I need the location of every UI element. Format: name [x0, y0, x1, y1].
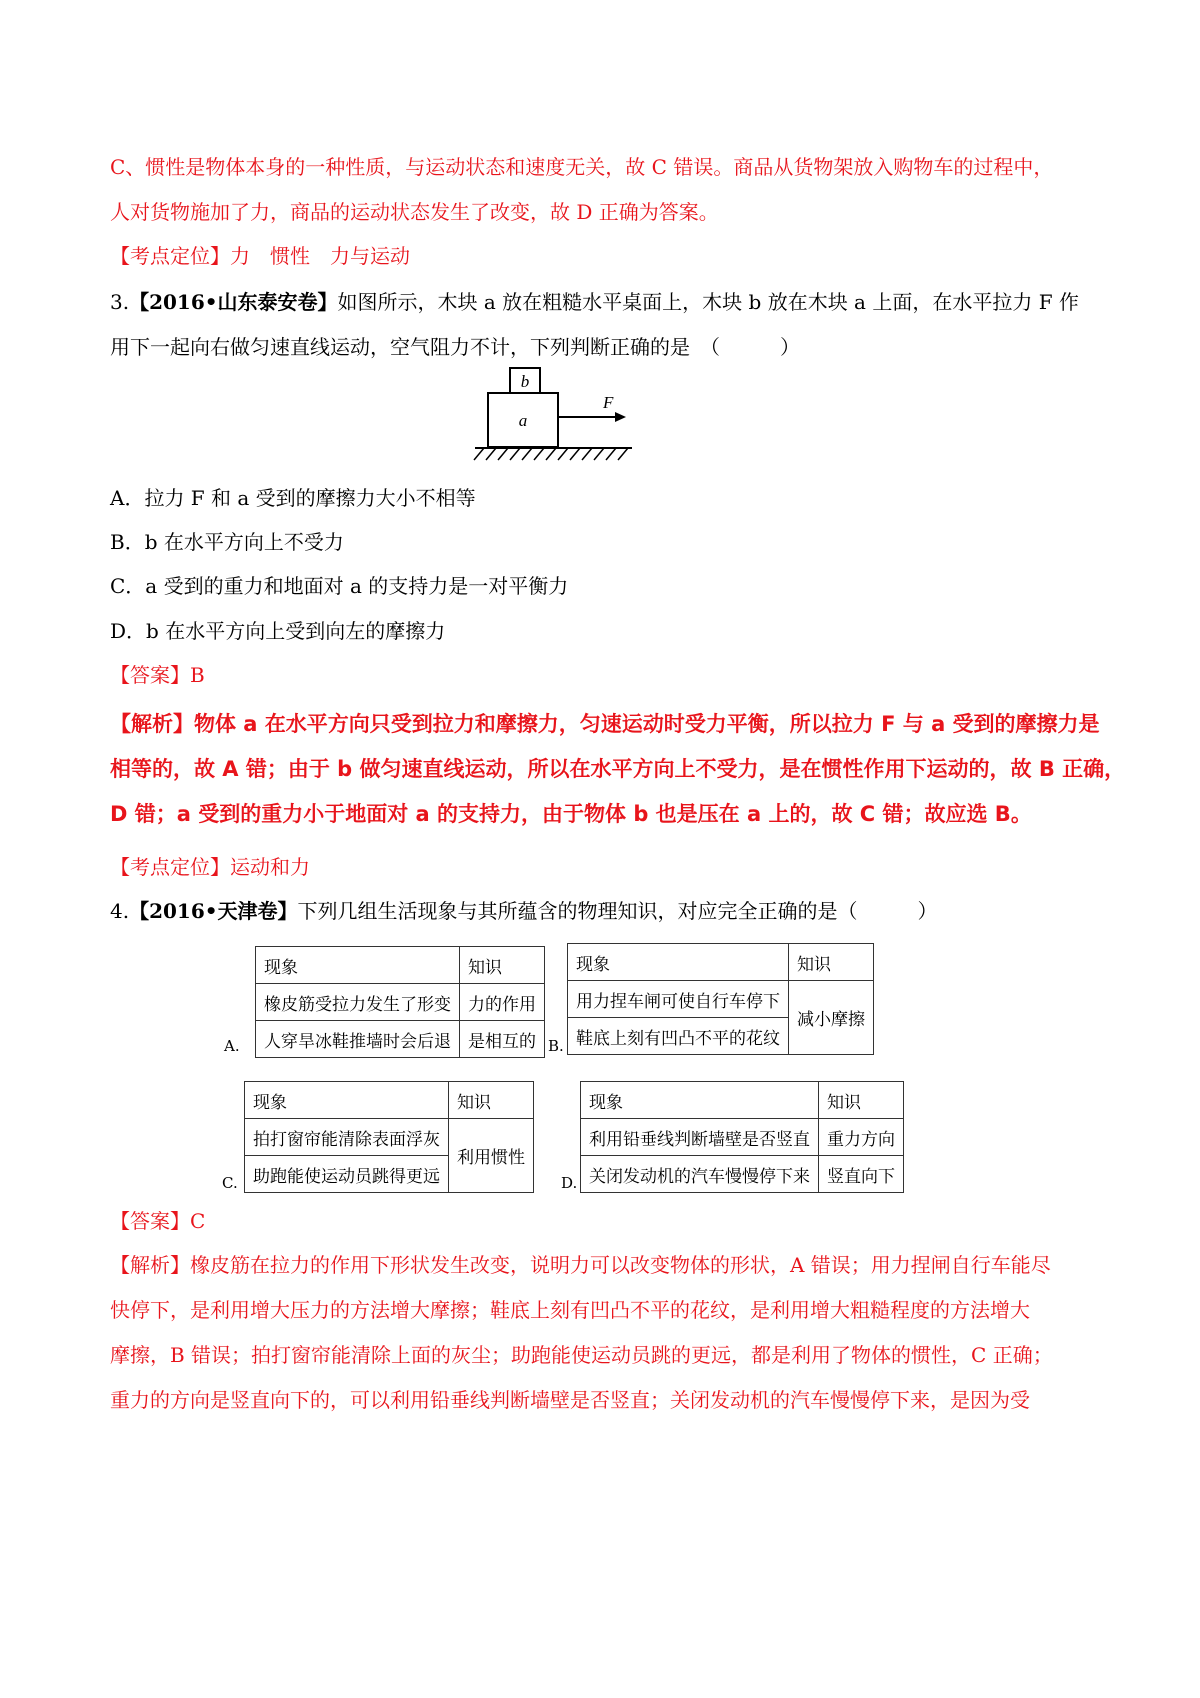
q4-table-d-label: D.: [561, 1174, 578, 1192]
q4-table-b: [567, 943, 874, 1055]
q4-analysis-line4: 重力的方向是竖直向下的，可以利用铅垂线判断墙壁是否竖直；关闭发动机的汽车慢慢停下来，是因为受: [110, 1388, 1030, 1412]
q3-stem-text: 如图所示，木块 a 放在粗糙水平桌面上，木块 b 放在木块 a 上面，在水平拉力 F 作: [337, 290, 1079, 314]
q4-answer: 【答案】C: [110, 1209, 206, 1233]
q4-table-c: [244, 1081, 534, 1193]
table-c-row1: 拍打窗帘能清除表面浮灰: [245, 1119, 449, 1156]
table-d-knowledge2: 竖直向下: [819, 1156, 904, 1193]
q2-analysis-line2: 人对货物施加了力，商品的运动状态发生了改变，故 D 正确为答案。: [110, 200, 719, 224]
q4-table-a-label: A.: [224, 1037, 240, 1055]
table-d-header-phenomenon: 现象: [581, 1082, 819, 1119]
q3-option-a: A．拉力 F 和 a 受到的摩擦力大小不相等: [110, 486, 476, 510]
q4-table-d: [580, 1081, 904, 1193]
table-a-header-knowledge: 知识: [460, 947, 545, 984]
q3-number: 3.: [110, 290, 130, 314]
q3-option-c: C．a 受到的重力和地面对 a 的支持力是一对平衡力: [110, 574, 569, 598]
table-c-row2: 助跑能使运动员跳得更远: [245, 1156, 449, 1193]
q4-table-b-label: B.: [548, 1037, 564, 1055]
block-a-label: a: [518, 411, 528, 430]
table-d-row2: 关闭发动机的汽车慢慢停下来: [581, 1156, 819, 1193]
q3-analysis-line2: 相等的，故 A 错；由于 b 做匀速直线运动，所以在水平方向上不受力，是在惯性作用下运动的，故 B 正确，: [110, 757, 1126, 781]
q3-option-b: B．b 在水平方向上不受力: [110, 530, 344, 554]
q4-stem-text: 下列几组生活现象与其所蕴含的物理知识，对应完全正确的是（ ）: [297, 899, 938, 923]
ground-hatching: [474, 448, 628, 460]
q4-stem: [110, 897, 938, 925]
table-d-row1: 利用铅垂线判断墙壁是否竖直: [581, 1119, 819, 1156]
q4-analysis-line2: 快停下，是利用增大压力的方法增大摩擦；鞋底上刻有凹凸不平的花纹，是利用增大粗糙程度的方法增大: [110, 1298, 1030, 1322]
q3-block-diagram: [470, 360, 640, 465]
q4-number: 4.: [110, 899, 130, 923]
table-a-knowledge2: 是相互的: [460, 1021, 545, 1058]
force-label: F: [603, 393, 614, 412]
table-c-header-knowledge: 知识: [449, 1082, 534, 1119]
q3-option-d: D．b 在水平方向上受到向左的摩擦力: [110, 619, 446, 643]
table-c-knowledge: 利用惯性: [449, 1119, 534, 1193]
q3-kaodian: 【考点定位】运动和力: [110, 855, 310, 879]
table-a-row1: 橡皮筋受拉力发生了形变: [256, 984, 460, 1021]
q2-analysis-line1: C、惯性是物体本身的一种性质，与运动状态和速度无关，故 C 错误。商品从货物架放入购物车的过程中，: [110, 155, 1054, 179]
table-a-header-phenomenon: 现象: [256, 947, 460, 984]
table-b-row2: 鞋底上刻有凹凸不平的花纹: [568, 1018, 789, 1055]
q4-table-a: [255, 946, 545, 1058]
table-b-knowledge: 减小摩擦: [789, 981, 874, 1055]
table-b-row1: 用力捏车闸可使自行车停下: [568, 981, 789, 1018]
table-b-header-knowledge: 知识: [789, 944, 874, 981]
q3-analysis-line1: 【解析】物体 a 在水平方向只受到拉力和摩擦力，匀速运动时受力平衡，所以拉力 F 与 a 受到的摩擦力是: [110, 712, 1100, 736]
q4-table-c-label: C.: [222, 1174, 238, 1192]
table-c-header-phenomenon: 现象: [245, 1082, 449, 1119]
table-b-header-phenomenon: 现象: [568, 944, 789, 981]
q3-stem-line2: 用下一起向右做匀速直线运动，空气阻力不计，下列判断正确的是 （ ）: [110, 335, 800, 359]
q4-analysis-line1: 【解析】橡皮筋在拉力的作用下形状发生改变，说明力可以改变物体的形状，A 错误；用力捏闸自行车能尽: [110, 1253, 1051, 1277]
q4-source: 【2016•天津卷】: [129, 899, 298, 923]
table-d-header-knowledge: 知识: [819, 1082, 904, 1119]
table-a-row2: 人穿旱冰鞋推墙时会后退: [256, 1021, 460, 1058]
force-arrowhead: [615, 412, 626, 422]
q3-source: 【2016•山东泰安卷】: [129, 290, 338, 314]
q3-analysis-line3: D 错；a 受到的重力小于地面对 a 的支持力，由于物体 b 也是压在 a 上的，故 C 错；故应选 B。: [110, 802, 1032, 826]
block-b-label: b: [520, 372, 530, 391]
q2-kaodian: 【考点定位】力 惯性 力与运动: [110, 244, 410, 268]
q3-stem-line1: [110, 288, 1079, 316]
q4-analysis-line3: 摩擦，B 错误；拍打窗帘能清除上面的灰尘；助跑能使运动员跳的更远，都是利用了物体的惯性，C 正确；: [110, 1343, 1053, 1367]
table-a-knowledge1: 力的作用: [460, 984, 545, 1021]
table-d-knowledge1: 重力方向: [819, 1119, 904, 1156]
q3-answer: 【答案】B: [110, 663, 205, 687]
